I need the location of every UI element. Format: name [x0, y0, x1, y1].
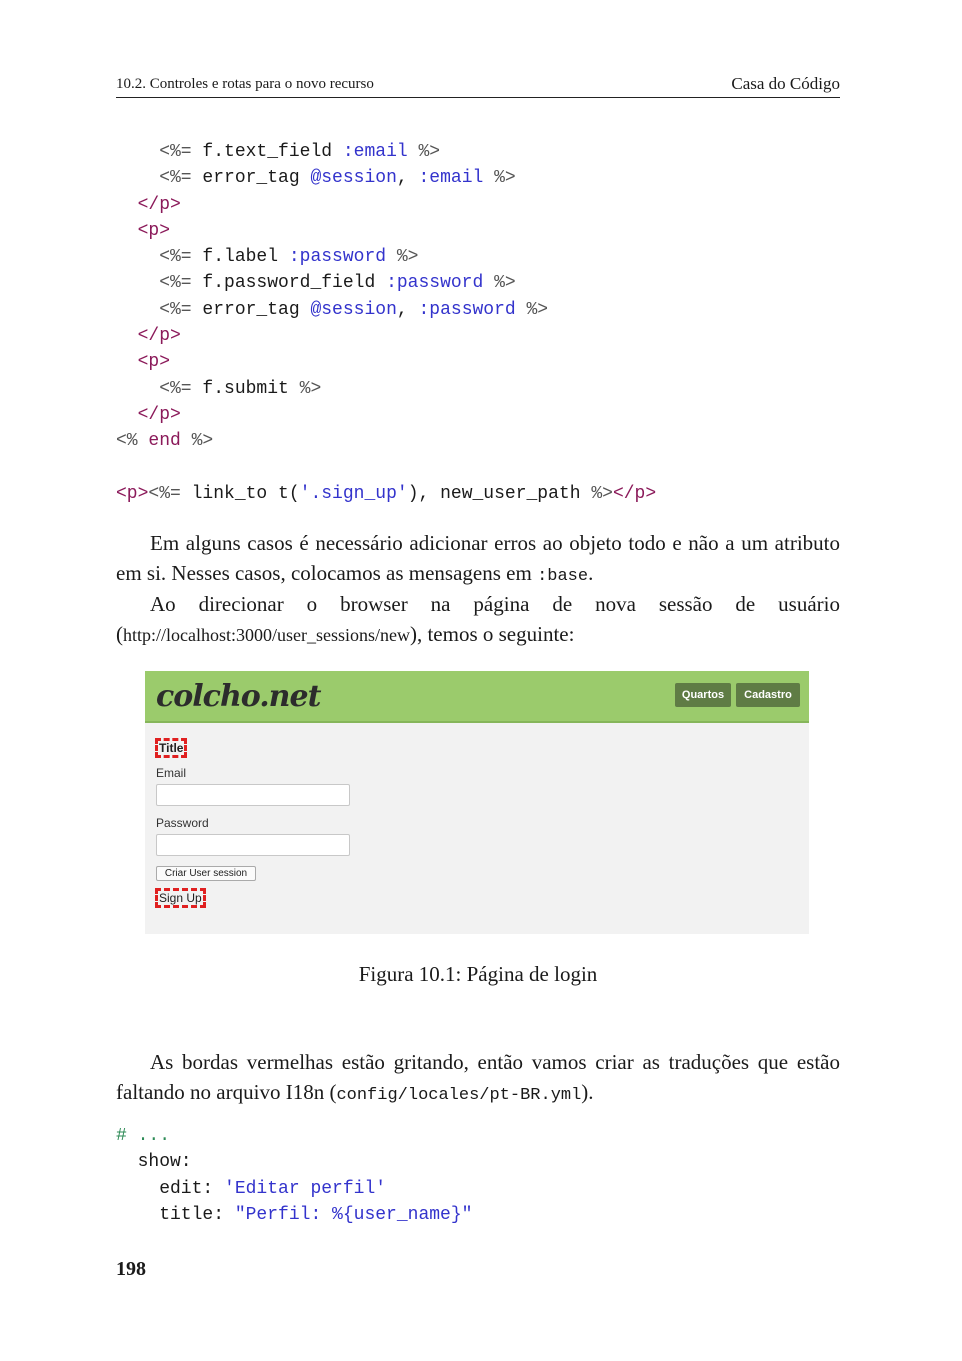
- site-logo[interactable]: colcho.net: [156, 679, 321, 714]
- code-line-signup-link: [116, 481, 656, 507]
- code-block-yaml: [116, 1123, 472, 1228]
- inline-code: config/locales/pt-BR.yml: [336, 1086, 582, 1105]
- running-header: [116, 74, 840, 98]
- code-token: %>: [483, 168, 516, 189]
- code-token: f.text_field: [202, 142, 343, 162]
- code-token: %>: [180, 431, 214, 452]
- paragraph-text: Ao direcionar o browser na página de nova sessão de usuário (: [116, 592, 840, 646]
- code-token: 'Editar perfil': [224, 1178, 387, 1199]
- code-token: ,: [396, 299, 419, 320]
- missing-translation-title: Title: [155, 738, 187, 758]
- paragraph-text: ).: [581, 1080, 594, 1104]
- code-token: edit:: [116, 1178, 225, 1199]
- code-token: f.submit: [202, 378, 289, 399]
- code-token: :password: [386, 273, 484, 294]
- code-token: '.sign_up': [299, 484, 408, 504]
- code-block-erb: [116, 139, 548, 455]
- code-token: @session: [310, 168, 397, 189]
- code-token: %>: [386, 247, 419, 268]
- code-token: <p>: [116, 352, 171, 373]
- book-title: Casa do Código: [731, 74, 840, 93]
- code-token: # ...: [116, 1126, 171, 1146]
- code-token: </p>: [612, 484, 657, 504]
- nav-quartos-button[interactable]: Quartos: [675, 683, 731, 707]
- code-token: %>: [591, 484, 613, 504]
- code-token: <%=: [116, 273, 203, 294]
- paragraph-text: Em alguns casos é necessário adicionar erros ao objeto todo e não a um atributo em si. Nesses casos, colocamos as mensagens em: [116, 531, 840, 585]
- paragraph-text: ), temos o seguinte:: [409, 622, 575, 646]
- code-token: f.password_field: [202, 273, 387, 294]
- code-token: </p>: [116, 404, 181, 425]
- navbar: [145, 671, 809, 723]
- code-token: <%=: [116, 299, 203, 320]
- code-token: :email: [342, 142, 408, 162]
- code-token: <%: [116, 431, 149, 452]
- code-token: f.label: [202, 247, 289, 268]
- code-token: %>: [515, 299, 549, 320]
- code-token: "Perfil: %{user_name}": [234, 1204, 473, 1225]
- code-token: @session: [310, 299, 397, 320]
- password-label: Password: [156, 816, 209, 830]
- code-token: ), new_user_path: [407, 484, 592, 504]
- paragraph-text: As bordas vermelhas estão gritando, então vamos criar as traduções que estão faltando no arquivo I18n (: [116, 1050, 840, 1104]
- email-label: Email: [156, 766, 187, 780]
- code-token: <%=: [116, 168, 203, 189]
- code-token: :password: [418, 299, 516, 320]
- code-token: <%=: [148, 484, 192, 504]
- inline-code: :base: [537, 567, 589, 586]
- submit-button[interactable]: Criar User session: [156, 866, 256, 881]
- code-token: <p>: [116, 220, 171, 241]
- code-token: <%=: [116, 378, 203, 399]
- paragraph-base-errors: [116, 528, 840, 592]
- code-token: %>: [288, 378, 322, 399]
- url-link[interactable]: http://localhost:3000/user_sessions/new: [123, 625, 410, 645]
- email-field[interactable]: [156, 784, 350, 806]
- paragraph-browser: [116, 589, 840, 650]
- code-token: %>: [407, 142, 441, 162]
- code-token: :email: [418, 168, 484, 189]
- code-token: :password: [288, 247, 387, 268]
- code-token: <%=: [116, 247, 203, 268]
- code-token: </p>: [116, 194, 181, 215]
- code-token: error_tag: [202, 168, 311, 189]
- figure-caption: Figura 10.1: Página de login: [358, 962, 598, 986]
- nav-cadastro-button[interactable]: Cadastro: [736, 683, 800, 707]
- paragraph-text: .: [588, 561, 594, 585]
- code-token: title:: [116, 1204, 235, 1225]
- code-token: <p>: [116, 484, 149, 504]
- code-token: link_to t(: [191, 484, 300, 504]
- code-token: end: [148, 431, 181, 452]
- code-token: </p>: [116, 326, 181, 347]
- page-number: 198: [116, 1258, 146, 1280]
- code-token: <%=: [116, 142, 203, 162]
- section-title: 10.2. Controles e rotas para o novo recurso: [116, 76, 374, 92]
- login-page-screenshot: [145, 671, 809, 934]
- password-field[interactable]: [156, 834, 350, 856]
- code-token: show:: [116, 1152, 192, 1173]
- signup-link[interactable]: Sign Up: [155, 888, 206, 908]
- code-token: error_tag: [202, 299, 311, 320]
- code-token: %>: [483, 273, 516, 294]
- code-token: ,: [396, 168, 419, 189]
- paragraph-translations: [116, 1047, 840, 1111]
